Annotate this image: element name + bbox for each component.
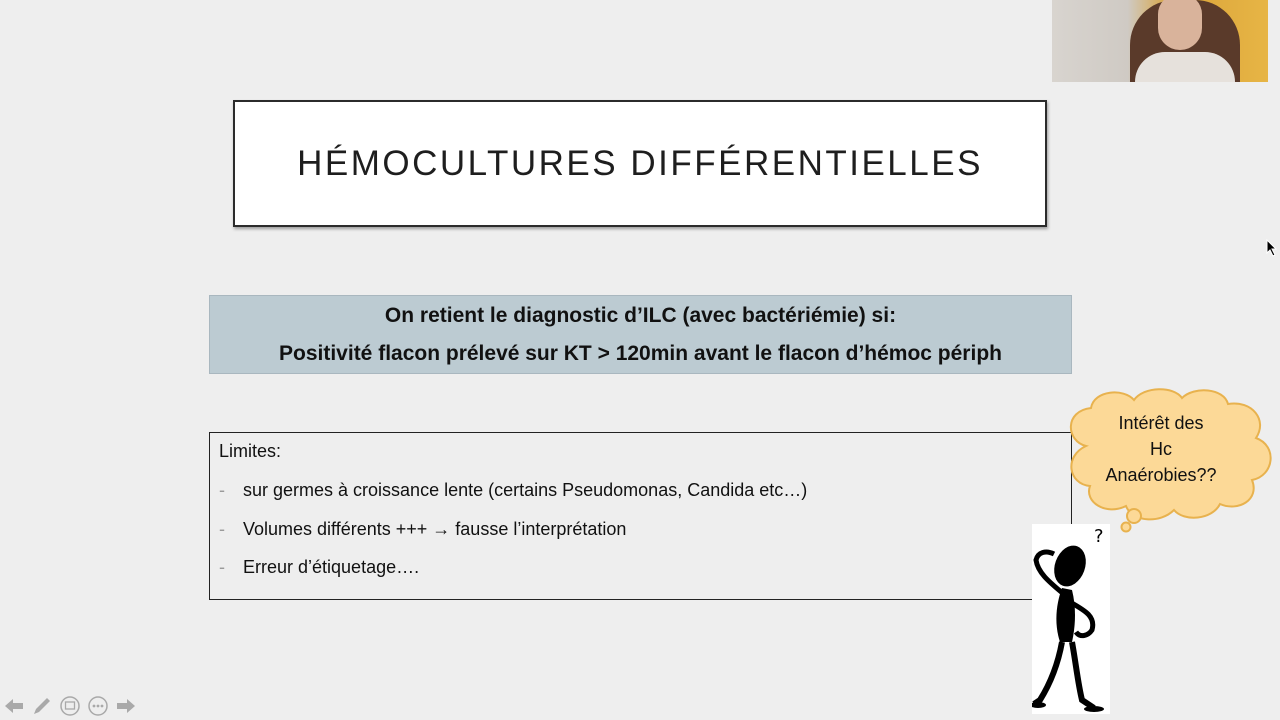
list-dash: - — [219, 519, 225, 539]
thinking-figure — [1032, 524, 1110, 714]
mouse-cursor-icon — [1266, 239, 1278, 257]
list-item — [219, 480, 807, 501]
pen-tool-button[interactable] — [31, 695, 53, 717]
rule-line-2: Positivité flacon prélevé sur KT > 120min avant le flacon d’hémoc périph — [279, 341, 1002, 365]
list-item-text: Erreur d’étiquetage…. — [243, 557, 420, 577]
slide-title-box — [233, 100, 1047, 227]
list-item-text: Volumes différents +++ → fausse l’interprétation — [243, 519, 627, 539]
cloud-line-3: Anaérobies?? — [1105, 465, 1217, 485]
next-slide-button[interactable] — [115, 695, 137, 717]
list-item — [219, 557, 419, 578]
slide-title: HÉMOCULTURES DIFFÉRENTIELLES — [297, 143, 983, 183]
limits-box — [209, 432, 1072, 600]
list-item — [219, 519, 626, 540]
thought-cloud-text — [1096, 410, 1226, 488]
diagnostic-rule-box — [209, 295, 1072, 374]
rule-line-1: On retient le diagnostic d’ILC (avec bactériémie) si: — [384, 303, 897, 327]
slides-icon — [59, 695, 81, 717]
thinking-figure-icon — [1032, 524, 1110, 714]
limits-heading: Limites: — [219, 441, 282, 461]
list-dash: - — [219, 557, 225, 577]
ellipsis-icon — [87, 695, 109, 717]
more-options-button[interactable] — [87, 695, 109, 717]
arrow-left-icon — [3, 697, 25, 715]
pen-icon — [31, 695, 53, 717]
cloud-line-2: Hc — [1150, 439, 1172, 459]
list-dash: - — [219, 480, 225, 500]
webcam-presenter-face — [1158, 0, 1202, 50]
arrow-right-icon — [115, 697, 137, 715]
webcam-presenter-shirt — [1135, 52, 1235, 82]
presentation-toolbar — [3, 695, 137, 717]
thinker-question-mark: ? — [1094, 526, 1104, 547]
slide-view-button[interactable] — [59, 695, 81, 717]
previous-slide-button[interactable] — [3, 695, 25, 717]
cloud-line-1: Intérêt des — [1118, 413, 1204, 433]
list-item-text: sur germes à croissance lente (certains Pseudomonas, Candida etc…) — [243, 480, 808, 500]
